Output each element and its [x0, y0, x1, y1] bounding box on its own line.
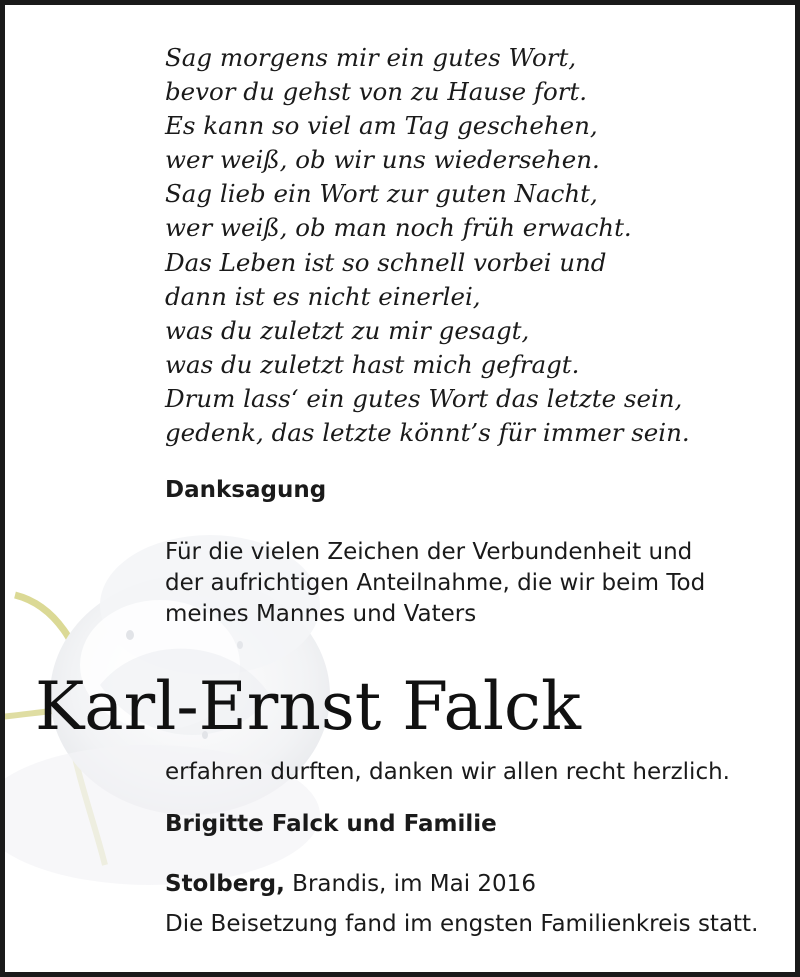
poem-line: bevor du gehst von zu Hause fort.	[165, 77, 588, 107]
poem-line: Sag morgens mir ein gutes Wort,	[165, 43, 577, 72]
intro-line: meines Mannes und Vaters	[165, 601, 477, 627]
poem-line: was du zuletzt zu mir gesagt,	[165, 315, 530, 345]
poem-line: dann ist es nicht einerlei,	[165, 281, 481, 311]
thanks-line: erfahren durften, danken wir allen recht herzlich.	[165, 759, 730, 785]
danksagung-heading: Danksagung	[165, 477, 327, 503]
place-city: Stolberg,	[165, 871, 285, 897]
poem-line: Drum lass‘ ein gutes Wort das letzte sein,	[165, 383, 683, 413]
poem	[165, 41, 765, 450]
poem-line: was du zuletzt hast mich gefragt.	[165, 349, 580, 379]
intro-line: der aufrichtigen Anteilnahme, die wir beim Tod	[165, 570, 706, 596]
poem-line: Das Leben ist so schnell vorbei und	[165, 247, 607, 277]
poem-line: Es kann so viel am Tag geschehen,	[165, 111, 598, 141]
poem-line: gedenk, das letzte könnt’s für immer sein.	[165, 418, 690, 448]
deceased-name: Karl-Ernst Falck	[35, 668, 581, 745]
poem-line: Sag lieb ein Wort zur guten Nacht,	[165, 179, 598, 209]
poem-line: wer weiß, ob man noch früh erwacht.	[165, 213, 632, 243]
signature: Brigitte Falck und Familie	[165, 811, 497, 837]
poem-line: wer weiß, ob wir uns wiedersehen.	[165, 145, 600, 175]
intro-line: Für die vielen Zeichen der Verbundenheit und	[165, 539, 693, 565]
place-date	[165, 871, 536, 897]
intro-text	[165, 537, 785, 630]
place-date-rest: Brandis, im Mai 2016	[292, 871, 536, 897]
burial-note: Die Beisetzung fand im engsten Familienkreis statt.	[165, 911, 759, 937]
